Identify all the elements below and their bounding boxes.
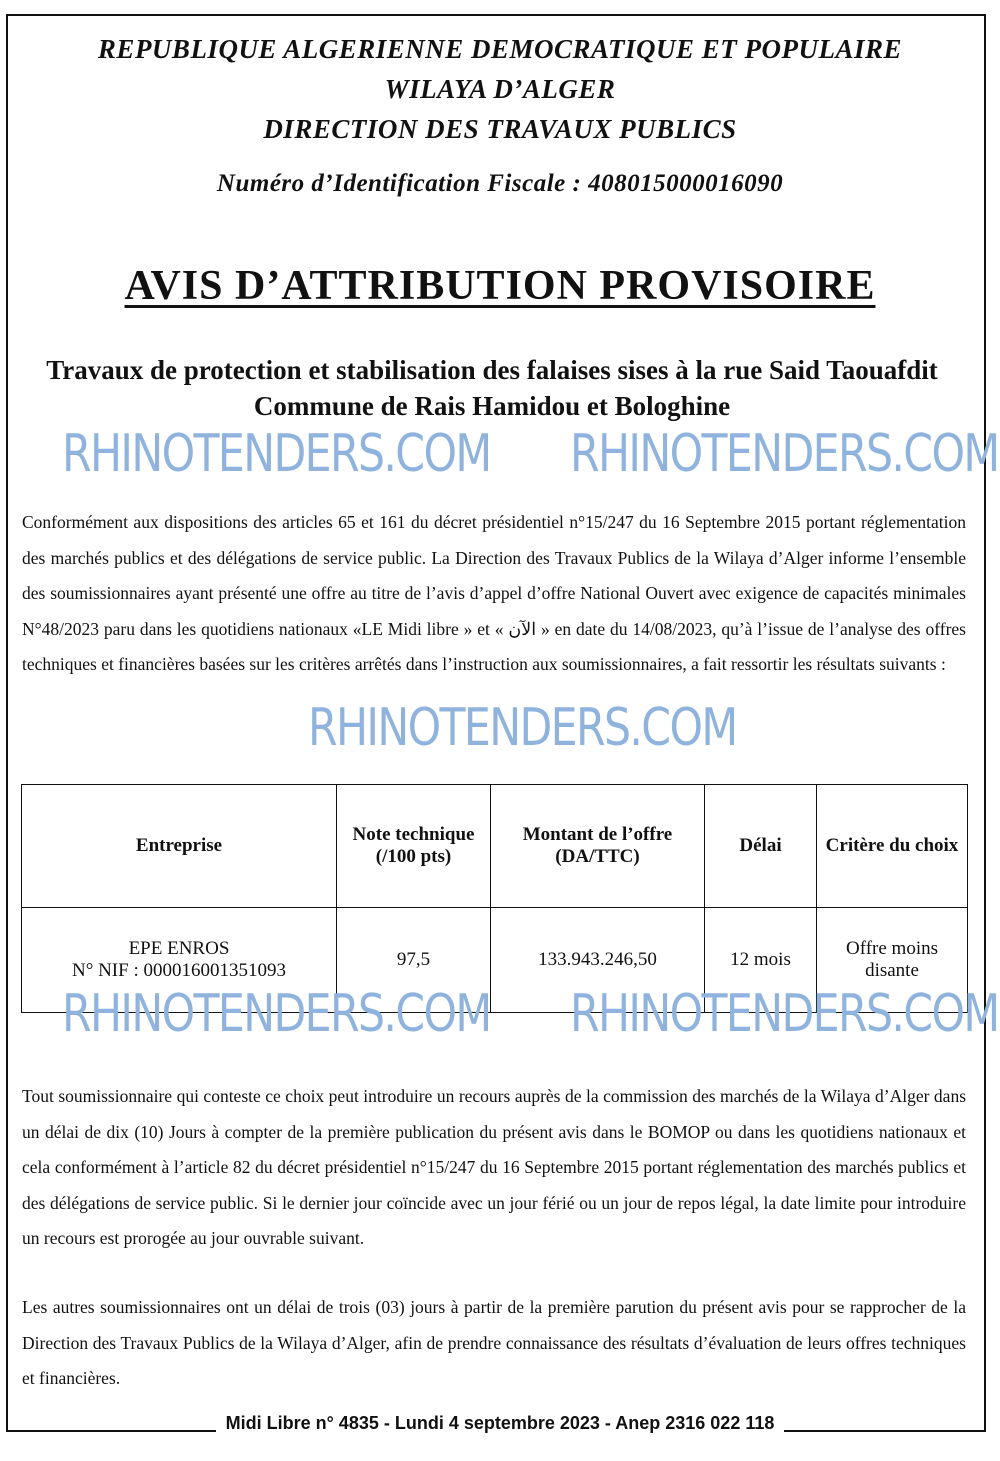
watermark-1: RHINOTENDERS.COM — [62, 424, 491, 484]
cell-criterion: Offre moins disante — [817, 908, 968, 1013]
notice-subject: Travaux de protection et stabilisation des falaises sises à la rue Said Taouafdit Commune de Rais Hamidou et Bologhine — [46, 355, 938, 421]
publication-footer: Midi Libre n° 4835 - Lundi 4 septembre 2023 - Anep 2316 022 118 — [0, 1413, 1000, 1434]
header-direction: DIRECTION DES TRAVAUX PUBLICS — [263, 114, 737, 144]
header-wilaya: WILAYA D’ALGER — [384, 74, 616, 104]
intro-paragraph: Conformément aux dispositions des articles 65 et 161 du décret présidentiel n°15/247 du 16 Septembre 2015 portant réglementation des marchés publics et des délégations de service public. La Direction des Travaux Publics de la Wilaya d’Alger informe l’ensemble des soumissionnaires ayant présenté une offre au titre de l’avis d’appel d’offre National Ouvert avec exigence de capacités minimales N°48/2023 paru dans les quotidiens nationaux «LE Midi libre » et « الآن » en date du 14/08/2023, qu’à l’issue de l’analyse des offres techniques et financières basées sur les critères arrêtés dans l’instruction aux soumissionnaires, a fait ressortir les résultats suivants : — [22, 512, 966, 674]
company-name: EPE ENROS — [128, 938, 230, 959]
watermark-3: RHINOTENDERS.COM — [308, 698, 737, 758]
col-criterion-header: Critère du choix — [817, 785, 968, 908]
notice-title: AVIS D’ATTRIBUTION PROVISOIRE — [124, 263, 876, 309]
col-note-header: Note technique (/100 pts) — [337, 785, 491, 908]
header-republic: REPUBLIQUE ALGERIENNE DEMOCRATIQUE ET POPULAIRE — [97, 34, 903, 64]
header-fiscal-number: Numéro d’Identification Fiscale : 408015000016090 — [216, 170, 784, 197]
col-amount-header: Montant de l’offre (DA/TTC) — [491, 785, 705, 908]
watermark-4: RHINOTENDERS.COM — [62, 984, 491, 1044]
watermark-2: RHINOTENDERS.COM — [570, 424, 999, 484]
cell-amount: 133.943.246,50 — [491, 908, 705, 1013]
recourse-paragraph: Tout soumissionnaire qui conteste ce choix peut introduire un recours auprès de la commission des marchés de la Wilaya d’Alger dans un délai de dix (10) Jours à compter de la première publication du présent avis dans le BOMOP ou dans les quotidiens nationaux et cela conformément à l’article 82 du décret présidentiel n°15/247 du 16 Septembre 2015 portant réglementation des marchés publics et des délégations de service public. Si le dernier jour coïncide avec un jour férié ou un jour de repos légal, la date limite pour introduire un recours est prorogée au jour ouvrable suivant. — [22, 1086, 966, 1248]
col-company-header: Entreprise — [22, 785, 337, 908]
cell-note: 97,5 — [337, 908, 491, 1013]
watermark-5: RHINOTENDERS.COM — [570, 984, 999, 1044]
table-header-row — [22, 785, 968, 908]
results-table — [21, 784, 968, 1013]
cell-delay: 12 mois — [705, 908, 817, 1013]
others-paragraph: Les autres soumissionnaires ont un délai de trois (03) jours à partir de la première parution du présent avis pour se rapprocher de la Direction des Travaux Publics de la Wilaya d’Alger, afin de prendre connaissance des résultats d’évaluation de leurs offres techniques et financières. — [22, 1297, 966, 1388]
col-delay-header: Délai — [705, 785, 817, 908]
company-nif: N° NIF : 000016001351093 — [72, 960, 286, 981]
